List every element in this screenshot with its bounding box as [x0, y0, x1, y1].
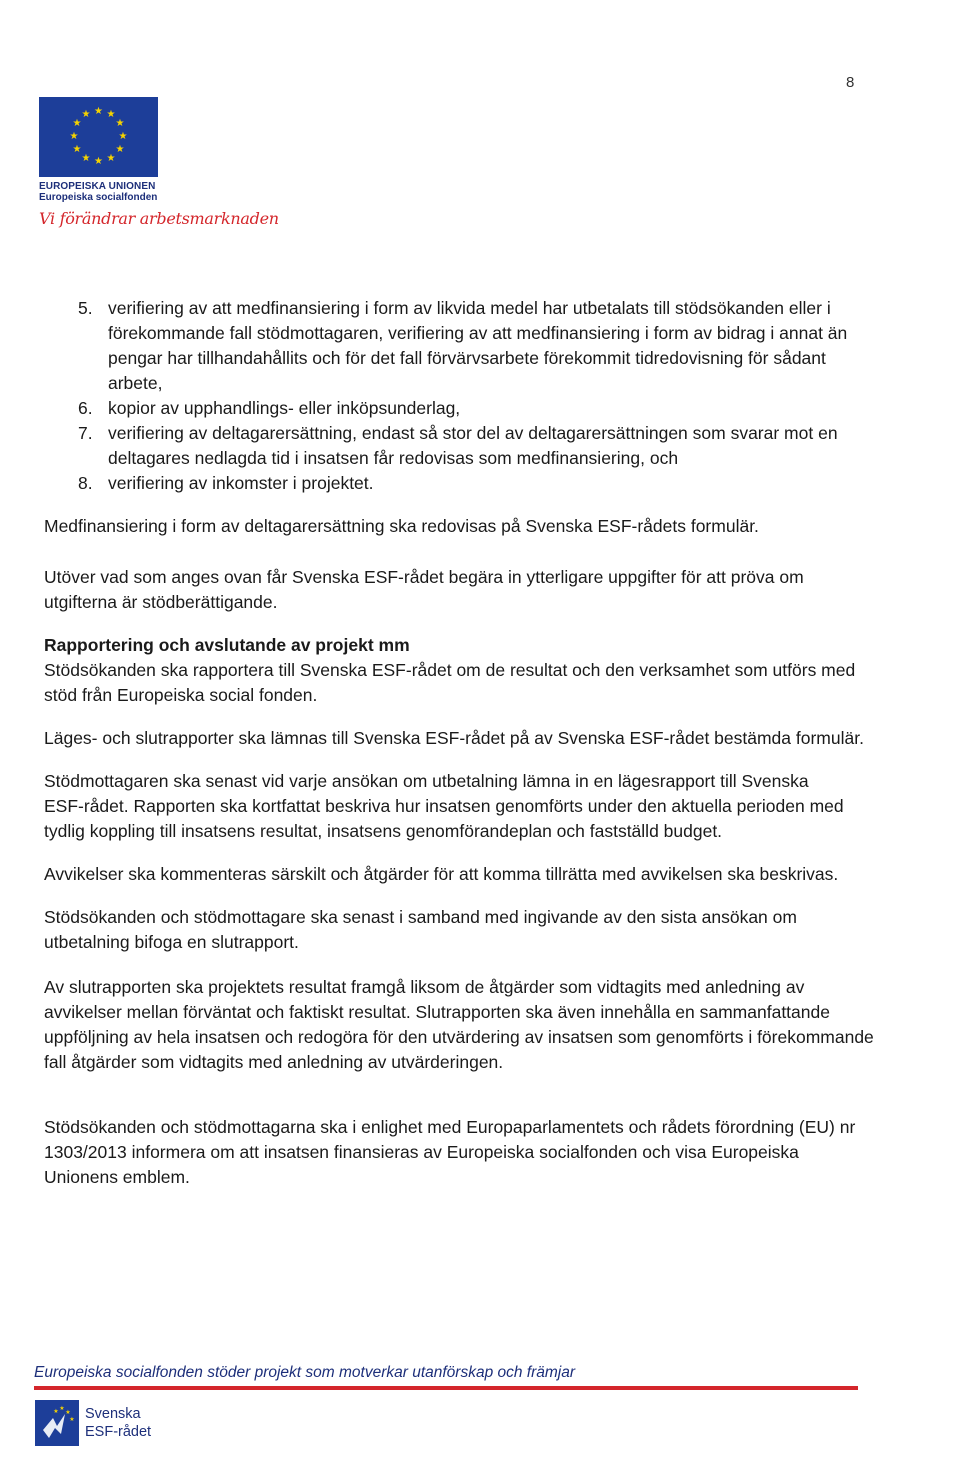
esf-logo	[35, 1400, 151, 1446]
document-body	[44, 296, 874, 1190]
svg-text:★: ★	[115, 144, 125, 155]
paragraph-reporting: Stödsökanden ska rapportera till Svenska ESF-rådet om de resultat och den verksamhet som utförs med stöd från Europeiska social fonden.	[44, 660, 856, 705]
esf-logo-line1: Svenska	[85, 1406, 141, 1422]
eu-logo	[39, 97, 279, 228]
svg-text:★: ★	[81, 153, 91, 164]
esf-logo-line2: ESF-rådet	[85, 1424, 152, 1440]
svg-text:★: ★	[106, 109, 116, 120]
svg-text:★: ★	[72, 118, 82, 129]
paragraph-deviations: Avvikelser ska kommenteras särskilt och åtgärder för att komma tillrätta med avvikelsen ska beskrivas.	[44, 864, 839, 884]
svg-text:★: ★	[53, 1408, 59, 1415]
svg-text:★: ★	[69, 131, 79, 142]
eu-flag-icon	[39, 97, 158, 177]
list-text: kopior av upphandlings- eller inköpsunderlag,	[108, 398, 461, 418]
svg-text:★: ★	[106, 153, 116, 164]
esf-emblem-icon	[35, 1400, 79, 1446]
paragraph-cofinancing: Medfinansiering i form av deltagarersättning ska redovisas på Svenska ESF-rådets formulär.	[44, 516, 759, 536]
list-number: 5.	[78, 298, 93, 318]
paragraph-final-report: Stödsökanden och stödmottagare ska senast i samband med ingivande av den sista ansökan om utbetalning bifoga en slutrapport.	[44, 907, 797, 952]
svg-text:★: ★	[94, 156, 103, 167]
eu-org-sub: Europeiska socialfonden	[39, 192, 158, 203]
paragraph-reports-forms: Läges- och slutrapporter ska lämnas till Svenska ESF-rådet på av Svenska ESF-rådet bestämda formulär.	[44, 728, 864, 748]
paragraph-status-report-line1: Stödmottagaren ska senast vid varje ansökan om utbetalning lämna in en lägesrapport till Svenska	[44, 771, 809, 791]
list-item	[78, 296, 874, 396]
header-slogan: Vi förändrar arbetsmarknaden	[39, 209, 279, 228]
svg-text:★: ★	[59, 1405, 65, 1412]
svg-text:★: ★	[81, 109, 91, 120]
list-number: 8.	[78, 473, 93, 493]
list-item	[78, 396, 874, 421]
svg-text:★: ★	[94, 106, 103, 117]
footer-divider	[34, 1386, 858, 1390]
list-item	[78, 421, 874, 471]
list-text: verifiering av att medfinansiering i form av likvida medel har utbetalats till stödsökanden eller i förekommande fall stödmottagaren, verifiering av att medfinansiering i form av bidrag i annat än pengar har tillhandahållits och för det fall förvärvsarbete förekommit tidredovisning för sådant arbete,	[108, 298, 848, 393]
list-text: verifiering av inkomster i projektet.	[108, 473, 374, 493]
svg-text:★: ★	[72, 144, 82, 155]
list-number: 7.	[78, 423, 93, 443]
requirements-list	[44, 296, 874, 496]
paragraph-status-report	[44, 769, 874, 844]
svg-text:★: ★	[69, 1416, 75, 1423]
svg-text:★: ★	[65, 1409, 71, 1416]
svg-text:★: ★	[115, 118, 125, 129]
paragraph-final-report-content: Av slutrapporten ska projektets resultat framgå liksom de åtgärder som vidtagits med anledning av avvikelser mellan förväntat och faktiskt resultat. Slutrapporten ska även innehålla en sammanfattande uppföljning av hela insatsen och redogöra för den utvärdering av insatsen som genomförts i förekommande fall åtgärder som vidtagits med anledning av utvärderingen.	[44, 977, 874, 1072]
section-heading: Rapportering och avslutande av projekt mm	[44, 635, 410, 655]
footer-slogan: Europeiska socialfonden stöder projekt som motverkar utanförskap och främjar	[34, 1364, 576, 1381]
paragraph-status-report-rest: ESF-rådet. Rapporten ska kortfattat beskriva hur insatsen genomförts under den aktuella perioden med tydlig koppling till insatsens resultat, insatsens genomförandeplan och fastställd budget.	[44, 796, 844, 841]
list-text: verifiering av deltagarersättning, endast så stor del av deltagarersättningen som svarar mot en deltagares nedlagda tid i insatsen får redovisas som medfinansiering, och	[108, 423, 838, 468]
page-number: 8	[846, 74, 855, 91]
svg-text:★: ★	[118, 131, 128, 142]
paragraph-emblem: Stödsökanden och stödmottagarna ska i enlighet med Europaparlamentets och rådets förordning (EU) nr 1303/2013 informera om att insatsen finansieras av Europeiska socialfonden och visa Europeiska Unionens emblem.	[44, 1117, 856, 1187]
list-number: 6.	[78, 398, 93, 418]
paragraph-additional-info: Utöver vad som anges ovan får Svenska ESF-rådet begära in ytterligare uppgifter för att pröva om utgifterna är stödberättigande.	[44, 567, 804, 612]
eu-org-name: EUROPEISKA UNIONEN	[39, 181, 156, 192]
list-item	[78, 471, 874, 496]
